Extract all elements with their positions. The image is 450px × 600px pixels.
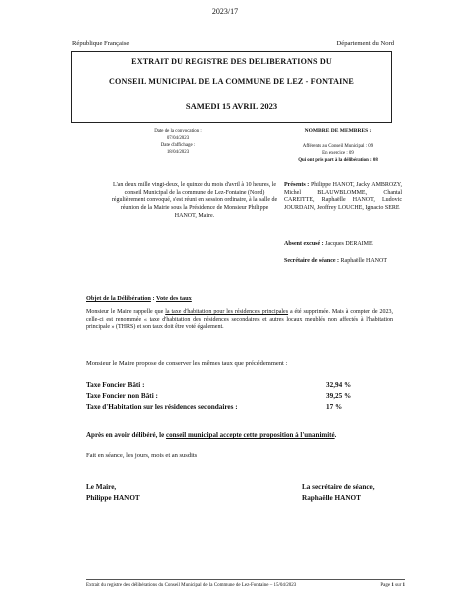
membres-afferents: Afférents au Conseil Municipal : 09 (302, 144, 374, 149)
absent-label: Absent excusé : (284, 241, 324, 247)
presents-list: Philippe HANOT, Jacky AMBROZY, Michel BLAUWBLOMME, Chantal CAREITTE, Raphaëlle HANOT, Ludovic JOURDAIN, Jeoffrey LOUCHE, Ignacio SERE (284, 182, 402, 212)
signature-maire (86, 482, 140, 503)
page-number: Page 1 sur 1 (380, 583, 405, 588)
footer-text: Extrait du registre des délibérations du Conseil Municipal de la Commune de Lez-Fontaine – 15/04/2023 (86, 583, 297, 588)
presents-label: Présents : (284, 182, 310, 188)
signature-secretaire-title: La secrétaire de séance, (302, 483, 375, 491)
intro-paragraph: L'an deux mille vingt-deux, le quinze du mois d'avril à 10 heures, le conseil Municipal de la commune de Lez-Fontaine (Nord) régulièrement convoqué, s'est réuni en session ordinaire, à la salle de réunion de la Mairie sous la Présidence de Monsieur Philippe HANOT, Maire. (111, 182, 278, 219)
membres-block (268, 143, 408, 164)
convocation-block (118, 128, 238, 156)
secretaire-block (284, 258, 402, 264)
signature-maire-name: Philippe HANOT (86, 493, 140, 502)
document-reference: 2023/17 (211, 7, 239, 16)
objet-line (86, 295, 192, 302)
taux-value: 32,94 % (326, 381, 352, 389)
membres-heading: NOMBRE DE MEMBRES : (304, 128, 372, 134)
affichage-date: 18/04/2023 (166, 150, 190, 155)
taxe-habitation-mention: la taxe d'habitation pour les résidences principales (165, 309, 289, 315)
taux-label-suffix: sur les résidences secondaires : (141, 403, 238, 411)
objet-label: Objet de la Délibération (86, 295, 151, 302)
proposition-paragraph: Monsieur le Maire propose de conserver les mêmes taux que précédemment : (86, 360, 288, 367)
affichage-label: Date d'affichage : (160, 143, 196, 148)
secretaire-name: Raphaëlle HANOT (340, 258, 388, 264)
presents-block (284, 182, 402, 213)
secretaire-label: Secrétaire de séance : (284, 258, 340, 264)
taux-row-foncier-non-bati (86, 392, 390, 400)
taux-label: Taxe d'Habitation (86, 403, 142, 411)
footer-divider (86, 579, 405, 580)
signature-maire-title: Le Maire, (86, 483, 117, 491)
membres-votants: Qui ont pris part à la délibération : 08 (298, 158, 378, 163)
session-date: SAMEDI 15 AVRIL 2023 (185, 101, 278, 111)
membres-exercice: En exercice : 09 (322, 151, 354, 156)
title-line-1: EXTRAIT DU REGISTRE DES DELIBERATIONS DU (131, 57, 332, 66)
conclusion-paragraph: Après en avoir délibéré, le conseil municipal accepte cette proposition à l'unanimité. (86, 431, 337, 439)
absent-name: Jacques DERAIME (325, 241, 373, 247)
header-departement: Département du Nord (336, 40, 394, 47)
objet-separator: : (152, 295, 157, 302)
taux-value: 39,25 % (326, 392, 352, 400)
objet-text: Vote des taux (156, 295, 192, 302)
convocation-label: Date de la convocation : (154, 129, 202, 134)
fait-en-seance: Fait en séance, les jours, mois et an susdits (86, 452, 198, 459)
taux-label: Taxe Foncier Bâti : (86, 381, 145, 389)
conclusion-decision: conseil municipal accepte cette proposition à l'unanimité (165, 431, 335, 439)
taux-label: Taxe Foncier non Bâti : (86, 392, 158, 400)
rappel-paragraph: Monsieur le Maire rappelle que la taxe d'habitation pour les résidences principales a été supprimée. Mais à compter de 2023, celle-ci est renommée « taxe d'habitation des résidences secondaires et autres locaux meublés non affectés à l'habitation principale » (THRS) et son taux doit être voté également. (86, 309, 393, 331)
taux-row-foncier-bati (86, 381, 390, 389)
taux-row-habitation (86, 403, 390, 411)
title-line-2: CONSEIL MUNICIPAL DE LA COMMUNE DE LEZ - FONTAINE (109, 77, 354, 86)
header-republique: République Française (72, 40, 130, 47)
convocation-date: 07/04/2023 (166, 136, 190, 141)
signature-secretaire (302, 482, 375, 503)
footer (86, 583, 405, 588)
taux-value: 17 % (326, 403, 343, 411)
absent-block (284, 241, 402, 247)
signature-secretaire-name: Raphaëlle HANOT (302, 493, 361, 502)
